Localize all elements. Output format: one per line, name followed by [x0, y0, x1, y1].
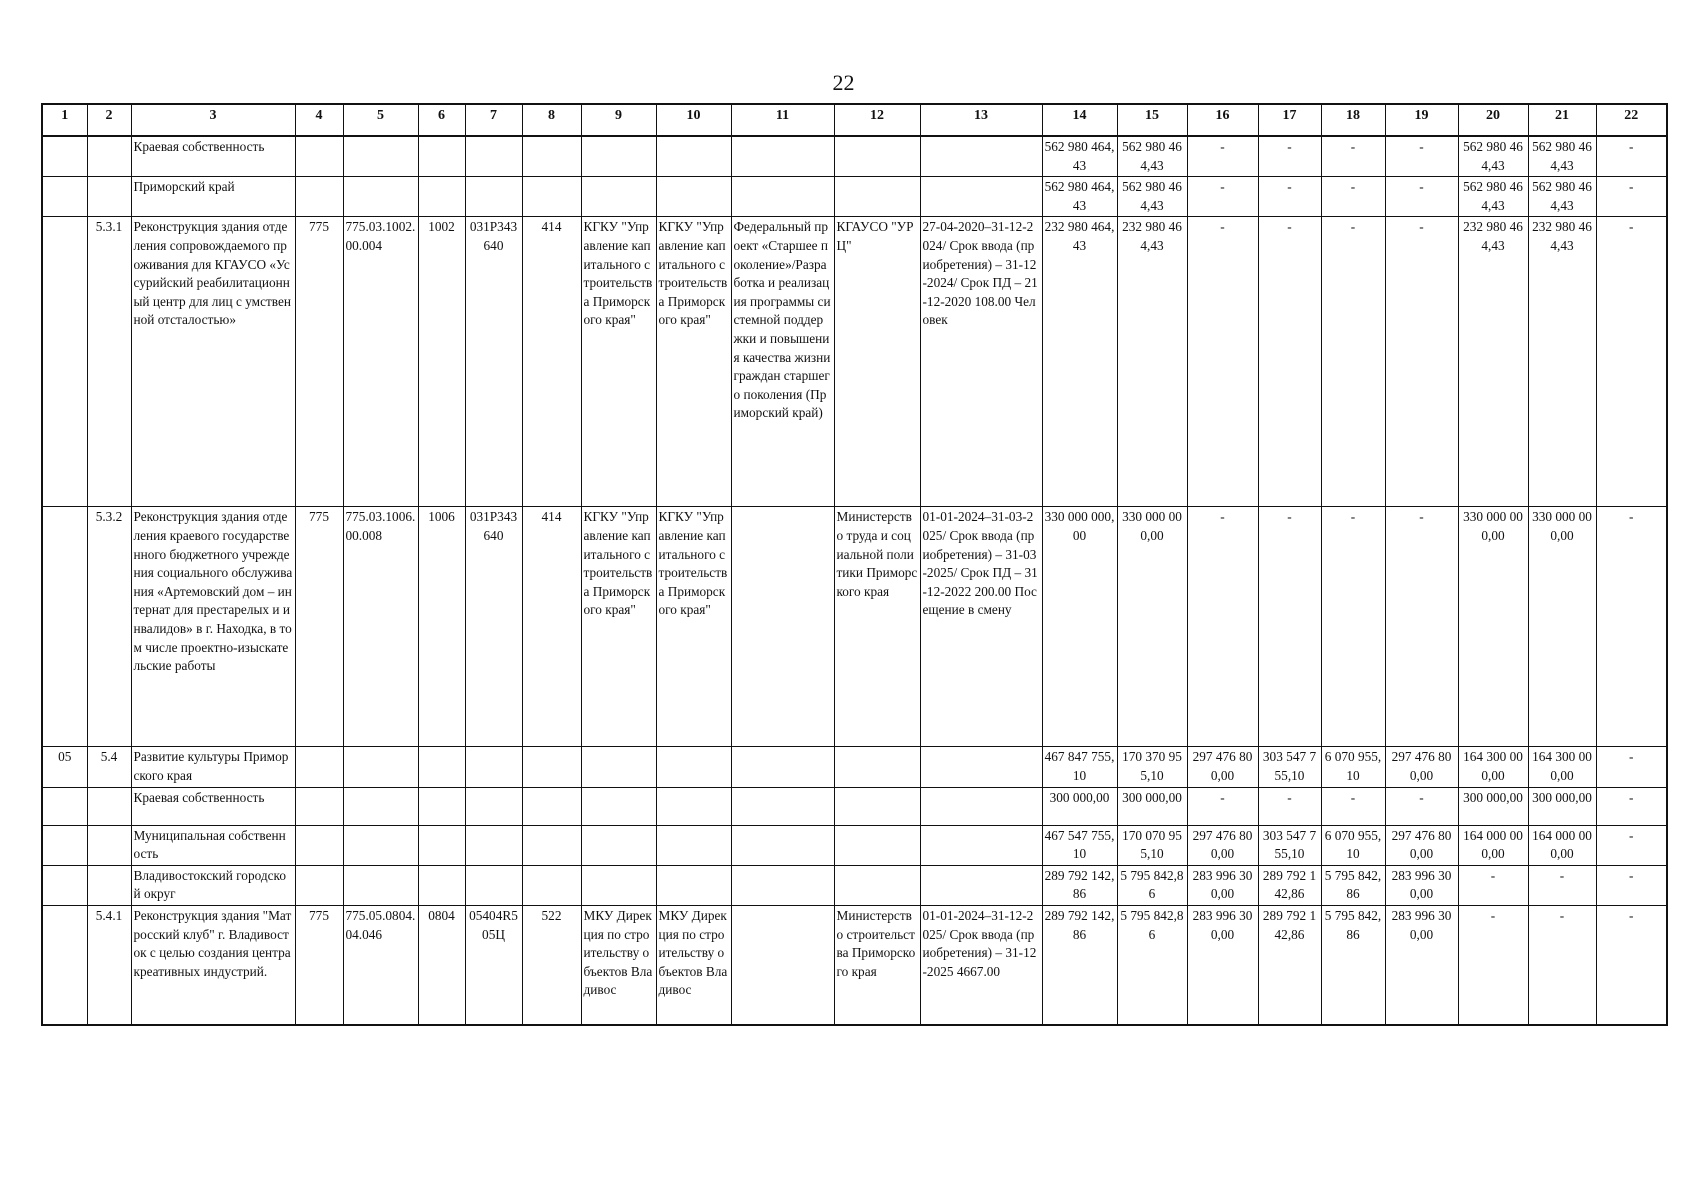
cell-col-10 [656, 747, 731, 787]
cell-col-22: - [1596, 865, 1667, 905]
cell-col-5: 775.03.1006.00.008 [343, 507, 418, 747]
cell-col-9 [581, 787, 656, 825]
cell-col-10: КГКУ "Управление капитального строительства Приморского края" [656, 507, 731, 747]
cell-col-5 [343, 177, 418, 217]
cell-col-16: - [1187, 136, 1258, 177]
cell-col-14: 289 792 142,86 [1042, 905, 1117, 1025]
cell-col-18: - [1321, 136, 1385, 177]
cell-col-11 [731, 905, 834, 1025]
cell-col-4 [295, 177, 343, 217]
cell-col-21: 300 000,00 [1528, 787, 1596, 825]
cell-col-2: 5.4 [87, 747, 131, 787]
column-header-12: 12 [834, 104, 920, 136]
cell-col-8: 414 [522, 217, 581, 507]
cell-col-12 [834, 747, 920, 787]
cell-col-19: 283 996 300,00 [1385, 865, 1458, 905]
cell-col-6 [418, 136, 465, 177]
cell-col-16: - [1187, 507, 1258, 747]
cell-col-22: - [1596, 825, 1667, 865]
cell-col-10 [656, 787, 731, 825]
cell-col-15: 170 370 955,10 [1117, 747, 1187, 787]
cell-col-14: 330 000 000,00 [1042, 507, 1117, 747]
cell-col-17: - [1258, 136, 1321, 177]
table-row [42, 825, 1667, 865]
cell-col-7 [465, 747, 522, 787]
cell-col-15: 5 795 842,86 [1117, 865, 1187, 905]
cell-col-16: 297 476 800,00 [1187, 747, 1258, 787]
header-row [42, 104, 1667, 136]
cell-col-12 [834, 865, 920, 905]
cell-col-5 [343, 865, 418, 905]
cell-col-1 [42, 507, 87, 747]
cell-col-18: - [1321, 507, 1385, 747]
cell-col-7 [465, 177, 522, 217]
cell-col-13 [920, 136, 1042, 177]
cell-col-8: 414 [522, 507, 581, 747]
cell-col-6 [418, 177, 465, 217]
cell-col-12: Министерство труда и социальной политики Приморского края [834, 507, 920, 747]
cell-col-4: 775 [295, 507, 343, 747]
cell-col-12 [834, 136, 920, 177]
cell-col-6: 1002 [418, 217, 465, 507]
table-row [42, 865, 1667, 905]
cell-col-1 [42, 905, 87, 1025]
cell-col-14: 562 980 464,43 [1042, 136, 1117, 177]
cell-col-19: - [1385, 507, 1458, 747]
cell-col-14: 232 980 464,43 [1042, 217, 1117, 507]
cell-col-20: 164 000 000,00 [1458, 825, 1528, 865]
cell-col-13: 27-04-2020–31-12-2024/ Срок ввода (приобретения) – 31-12-2024/ Срок ПД – 21-12-2020 108.00 Человек [920, 217, 1042, 507]
cell-col-16: - [1187, 787, 1258, 825]
cell-col-16: 283 996 300,00 [1187, 865, 1258, 905]
column-header-16: 16 [1187, 104, 1258, 136]
table-row [42, 217, 1667, 507]
column-header-20: 20 [1458, 104, 1528, 136]
cell-col-8 [522, 177, 581, 217]
cell-col-21: 330 000 000,00 [1528, 507, 1596, 747]
cell-col-8 [522, 136, 581, 177]
cell-col-6 [418, 865, 465, 905]
column-header-18: 18 [1321, 104, 1385, 136]
cell-col-5 [343, 787, 418, 825]
cell-col-18: 5 795 842,86 [1321, 905, 1385, 1025]
cell-col-5 [343, 136, 418, 177]
cell-col-17: - [1258, 217, 1321, 507]
cell-col-19: 297 476 800,00 [1385, 825, 1458, 865]
cell-col-18: 6 070 955,10 [1321, 747, 1385, 787]
cell-col-10 [656, 865, 731, 905]
table-body [42, 136, 1667, 1025]
cell-col-4 [295, 865, 343, 905]
cell-col-4: 775 [295, 905, 343, 1025]
cell-col-15: 562 980 464,43 [1117, 177, 1187, 217]
cell-col-1 [42, 136, 87, 177]
cell-col-3: Приморский край [131, 177, 295, 217]
cell-col-14: 289 792 142,86 [1042, 865, 1117, 905]
cell-col-10 [656, 825, 731, 865]
cell-col-13 [920, 825, 1042, 865]
cell-col-8 [522, 787, 581, 825]
cell-col-7 [465, 136, 522, 177]
cell-col-2 [87, 787, 131, 825]
cell-col-8 [522, 825, 581, 865]
cell-col-15: 5 795 842,86 [1117, 905, 1187, 1025]
cell-col-5: 775.05.0804.04.046 [343, 905, 418, 1025]
cell-col-13 [920, 787, 1042, 825]
budget-table [41, 103, 1668, 1026]
cell-col-11 [731, 787, 834, 825]
table-row [42, 177, 1667, 217]
cell-col-16: - [1187, 177, 1258, 217]
cell-col-17: 303 547 755,10 [1258, 747, 1321, 787]
cell-col-21: - [1528, 905, 1596, 1025]
table-row [42, 507, 1667, 747]
column-header-15: 15 [1117, 104, 1187, 136]
cell-col-4: 775 [295, 217, 343, 507]
cell-col-21: 232 980 464,43 [1528, 217, 1596, 507]
column-header-9: 9 [581, 104, 656, 136]
cell-col-9 [581, 136, 656, 177]
cell-col-13 [920, 865, 1042, 905]
cell-col-12 [834, 787, 920, 825]
cell-col-6: 0804 [418, 905, 465, 1025]
cell-col-9: КГКУ "Управление капитального строительства Приморского края" [581, 507, 656, 747]
cell-col-22: - [1596, 905, 1667, 1025]
cell-col-18: - [1321, 177, 1385, 217]
cell-col-12: Министерство строительства Приморского края [834, 905, 920, 1025]
page-number: 22 [832, 70, 855, 95]
cell-col-17: 289 792 142,86 [1258, 865, 1321, 905]
column-header-8: 8 [522, 104, 581, 136]
cell-col-12: КГАУСО "УРЦ" [834, 217, 920, 507]
cell-col-17: 289 792 142,86 [1258, 905, 1321, 1025]
cell-col-1 [42, 177, 87, 217]
column-header-14: 14 [1042, 104, 1117, 136]
cell-col-20: 232 980 464,43 [1458, 217, 1528, 507]
cell-col-2 [87, 177, 131, 217]
cell-col-4 [295, 747, 343, 787]
cell-col-20: 300 000,00 [1458, 787, 1528, 825]
cell-col-10 [656, 177, 731, 217]
cell-col-14: 562 980 464,43 [1042, 177, 1117, 217]
cell-col-7: 05404R505Ц [465, 905, 522, 1025]
column-header-11: 11 [731, 104, 834, 136]
cell-col-19: 283 996 300,00 [1385, 905, 1458, 1025]
cell-col-21: - [1528, 865, 1596, 905]
cell-col-17: - [1258, 177, 1321, 217]
cell-col-15: 562 980 464,43 [1117, 136, 1187, 177]
cell-col-8 [522, 747, 581, 787]
cell-col-13 [920, 747, 1042, 787]
cell-col-18: 6 070 955,10 [1321, 825, 1385, 865]
cell-col-3: Краевая собственность [131, 787, 295, 825]
column-header-17: 17 [1258, 104, 1321, 136]
cell-col-13: 01-01-2024–31-12-2025/ Срок ввода (приобретения) – 31-12-2025 4667.00 [920, 905, 1042, 1025]
cell-col-2 [87, 825, 131, 865]
cell-col-6: 1006 [418, 507, 465, 747]
cell-col-21: 562 980 464,43 [1528, 177, 1596, 217]
table-row [42, 136, 1667, 177]
cell-col-4 [295, 136, 343, 177]
cell-col-20: 330 000 000,00 [1458, 507, 1528, 747]
cell-col-11 [731, 177, 834, 217]
cell-col-13: 01-01-2024–31-03-2025/ Срок ввода (приобретения) – 31-03-2025/ Срок ПД – 31-12-2022 200.00 Посещение в смену [920, 507, 1042, 747]
cell-col-13 [920, 177, 1042, 217]
cell-col-3: Владивостокский городской округ [131, 865, 295, 905]
cell-col-14: 467 547 755,10 [1042, 825, 1117, 865]
cell-col-22: - [1596, 177, 1667, 217]
cell-col-7 [465, 865, 522, 905]
table-row [42, 787, 1667, 825]
cell-col-8: 522 [522, 905, 581, 1025]
cell-col-20: 562 980 464,43 [1458, 136, 1528, 177]
cell-col-3: Муниципальная собственность [131, 825, 295, 865]
cell-col-11: Федеральный проект «Старшее поколение»/Разработка и реализация программы системной поддержки и повышения качества жизни граждан старшего поколения (Приморский край) [731, 217, 834, 507]
column-header-2: 2 [87, 104, 131, 136]
column-header-19: 19 [1385, 104, 1458, 136]
cell-col-4 [295, 825, 343, 865]
cell-col-19: - [1385, 217, 1458, 507]
cell-col-14: 467 847 755,10 [1042, 747, 1117, 787]
cell-col-5 [343, 825, 418, 865]
cell-col-11 [731, 747, 834, 787]
cell-col-12 [834, 825, 920, 865]
cell-col-17: - [1258, 787, 1321, 825]
cell-col-20: 164 300 000,00 [1458, 747, 1528, 787]
column-header-3: 3 [131, 104, 295, 136]
cell-col-15: 330 000 000,00 [1117, 507, 1187, 747]
cell-col-22: - [1596, 507, 1667, 747]
cell-col-8 [522, 865, 581, 905]
cell-col-15: 300 000,00 [1117, 787, 1187, 825]
cell-col-6 [418, 825, 465, 865]
cell-col-9: МКУ Дирекция по строительству объектов Владивос [581, 905, 656, 1025]
column-header-5: 5 [343, 104, 418, 136]
cell-col-22: - [1596, 217, 1667, 507]
cell-col-7: 031P343640 [465, 217, 522, 507]
cell-col-9 [581, 747, 656, 787]
cell-col-19: 297 476 800,00 [1385, 747, 1458, 787]
cell-col-5 [343, 747, 418, 787]
cell-col-19: - [1385, 136, 1458, 177]
cell-col-15: 232 980 464,43 [1117, 217, 1187, 507]
cell-col-1 [42, 217, 87, 507]
cell-col-2: 5.4.1 [87, 905, 131, 1025]
cell-col-2: 5.3.1 [87, 217, 131, 507]
table-row [42, 747, 1667, 787]
cell-col-9 [581, 177, 656, 217]
cell-col-3: Развитие культуры Приморского края [131, 747, 295, 787]
column-header-4: 4 [295, 104, 343, 136]
cell-col-5: 775.03.1002.00.004 [343, 217, 418, 507]
cell-col-11 [731, 507, 834, 747]
cell-col-9 [581, 865, 656, 905]
column-header-7: 7 [465, 104, 522, 136]
cell-col-11 [731, 136, 834, 177]
cell-col-6 [418, 787, 465, 825]
cell-col-1 [42, 787, 87, 825]
table-row [42, 905, 1667, 1025]
cell-col-21: 164 300 000,00 [1528, 747, 1596, 787]
cell-col-6 [418, 747, 465, 787]
column-header-1: 1 [42, 104, 87, 136]
cell-col-1 [42, 865, 87, 905]
cell-col-2 [87, 865, 131, 905]
cell-col-10 [656, 136, 731, 177]
cell-col-19: - [1385, 177, 1458, 217]
cell-col-16: 283 996 300,00 [1187, 905, 1258, 1025]
cell-col-9: КГКУ "Управление капитального строительства Приморского края" [581, 217, 656, 507]
cell-col-17: 303 547 755,10 [1258, 825, 1321, 865]
cell-col-12 [834, 177, 920, 217]
cell-col-19: - [1385, 787, 1458, 825]
cell-col-7 [465, 825, 522, 865]
cell-col-4 [295, 787, 343, 825]
cell-col-1 [42, 825, 87, 865]
cell-col-7 [465, 787, 522, 825]
cell-col-18: - [1321, 217, 1385, 507]
cell-col-18: - [1321, 787, 1385, 825]
cell-col-21: 562 980 464,43 [1528, 136, 1596, 177]
column-header-6: 6 [418, 104, 465, 136]
cell-col-20: 562 980 464,43 [1458, 177, 1528, 217]
column-header-21: 21 [1528, 104, 1596, 136]
cell-col-14: 300 000,00 [1042, 787, 1117, 825]
cell-col-21: 164 000 000,00 [1528, 825, 1596, 865]
cell-col-3: Реконструкция здания отделения сопровождаемого проживания для КГАУСО «Уссурийский реабилитационный центр для лиц с умственной отсталостью» [131, 217, 295, 507]
cell-col-18: 5 795 842,86 [1321, 865, 1385, 905]
cell-col-7: 031P343640 [465, 507, 522, 747]
column-header-22: 22 [1596, 104, 1667, 136]
cell-col-10: МКУ Дирекция по строительству объектов Владивос [656, 905, 731, 1025]
cell-col-16: - [1187, 217, 1258, 507]
cell-col-20: - [1458, 905, 1528, 1025]
cell-col-17: - [1258, 507, 1321, 747]
cell-col-11 [731, 825, 834, 865]
cell-col-20: - [1458, 865, 1528, 905]
cell-col-2: 5.3.2 [87, 507, 131, 747]
cell-col-15: 170 070 955,10 [1117, 825, 1187, 865]
cell-col-10: КГКУ "Управление капитального строительства Приморского края" [656, 217, 731, 507]
cell-col-22: - [1596, 136, 1667, 177]
cell-col-3: Реконструкция здания "Матросский клуб" г. Владивосток с целью создания центра креативных индустрий. [131, 905, 295, 1025]
cell-col-22: - [1596, 787, 1667, 825]
column-header-10: 10 [656, 104, 731, 136]
cell-col-3: Реконструкция здания отделения краевого государственного бюджетного учреждения социального обслуживания «Артемовский дом – интернат для престарелых и инвалидов» в г. Находка, в том числе проектно-изыскательские работы [131, 507, 295, 747]
cell-col-3: Краевая собственность [131, 136, 295, 177]
column-header-13: 13 [920, 104, 1042, 136]
cell-col-1: 05 [42, 747, 87, 787]
cell-col-22: - [1596, 747, 1667, 787]
cell-col-2 [87, 136, 131, 177]
cell-col-16: 297 476 800,00 [1187, 825, 1258, 865]
cell-col-9 [581, 825, 656, 865]
cell-col-11 [731, 865, 834, 905]
